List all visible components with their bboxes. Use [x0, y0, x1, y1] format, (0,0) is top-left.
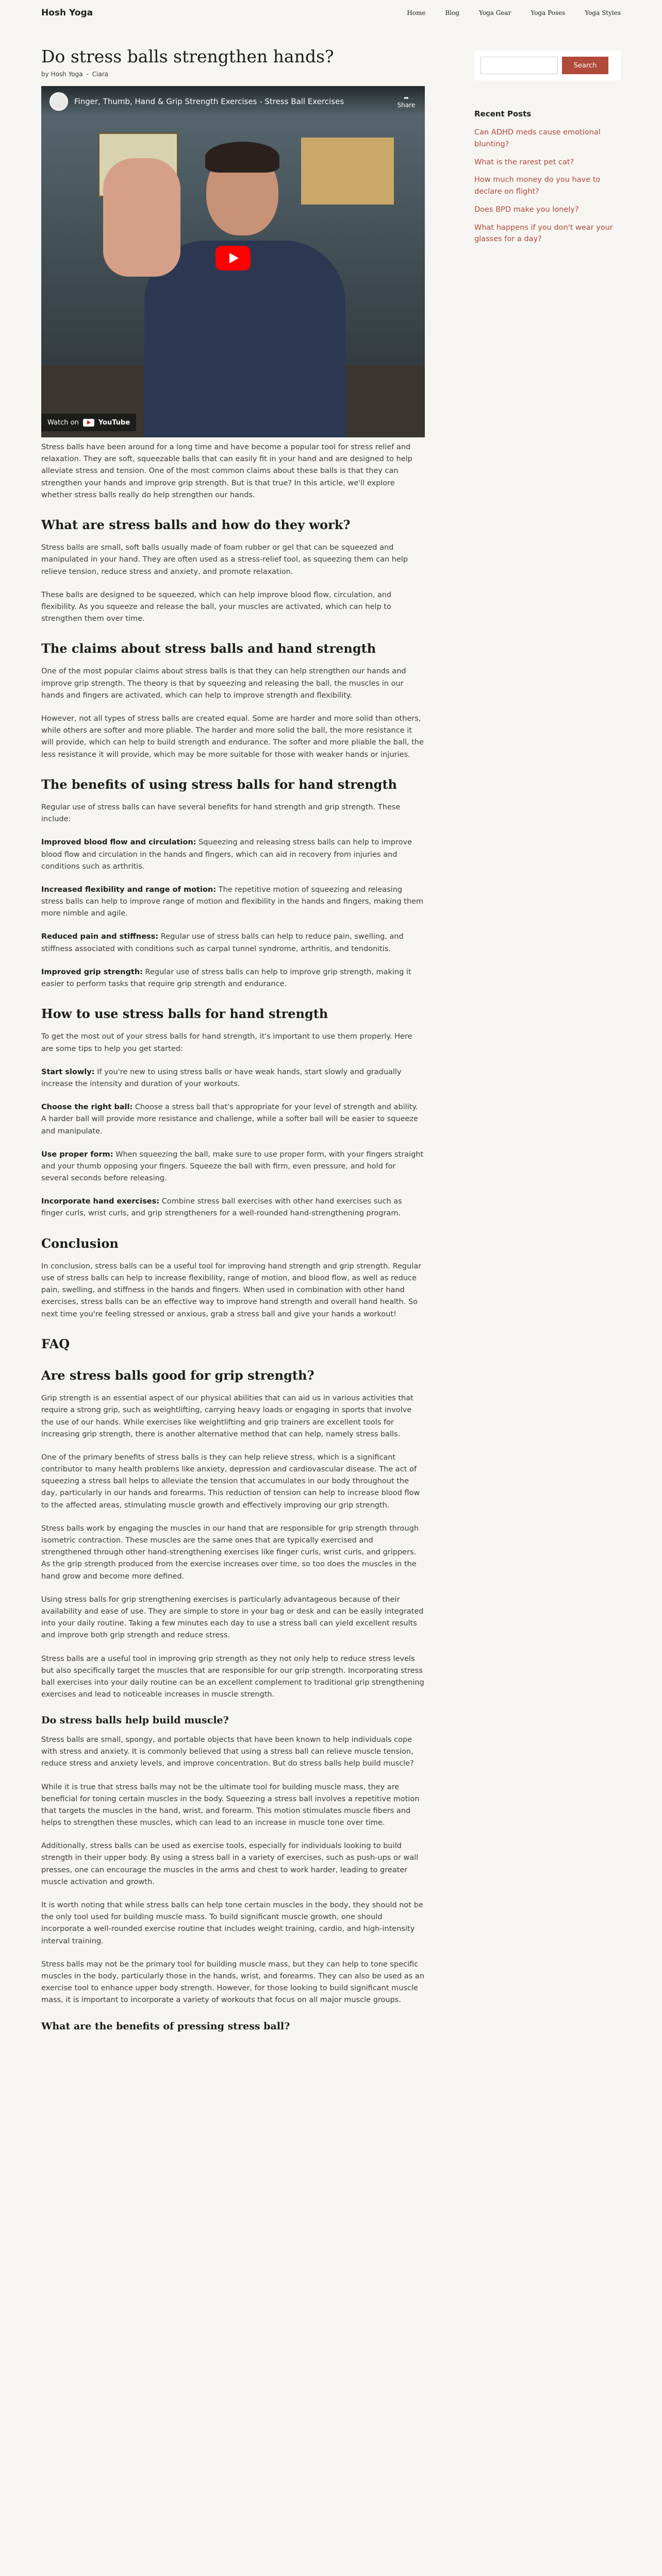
search-row — [481, 57, 615, 74]
tip-item — [41, 1101, 425, 1138]
faq-question: Do stress balls help build muscle? — [41, 1715, 229, 1726]
paragraph: Regular use of stress balls can have several benefits for hand strength and grip strength. These include: — [41, 803, 401, 824]
sidebar-spacer — [474, 80, 621, 109]
nav-yoga-gear[interactable]: Yoga Gear — [478, 9, 511, 16]
paragraph: While it is true that stress balls may not be the ultimate tool for building muscle mass, they are beneficial for toning certain muscles in the body. Squeezing a stress ball involves a repetitive motion that targets the muscles in the hand, wrist, and forearm. This motion stimulates muscle fibers and helps to strengthen these muscles, which can lead to an increase in muscle tone over time. — [41, 1783, 420, 1827]
paragraph: Stress balls are a useful tool in improving grip strength as they not only help to reduce stress levels but also specifically target the muscles that are responsible for our grip strength. Incorporating stress ball exercises into your daily routine can be an excellent complement to traditional grip strengthening exercises and lead to noticeable increases in muscle strength. — [41, 1654, 424, 1699]
paragraph: Grip strength is an essential aspect of our physical abilities that can aid us in various activities that require a strong grip, such as weightlifting, carrying heavy loads or engaging in sports that involve the use of our hands. While exercises like weightlifting and grip trainers are excellent tools for increasing grip strength, there is another alternative method that can help, namely stress balls. — [41, 1394, 413, 1438]
site-title[interactable]: Hosh Yoga — [41, 8, 93, 18]
benefit-text: The repetitive motion of squeezing and releasing stress balls can help to improve range of motion and flexibility in the hands and fingers, making them more nimble and agile. — [41, 885, 424, 918]
site-header — [0, 0, 662, 26]
video-header — [41, 86, 425, 117]
video-wall-map — [301, 138, 394, 205]
search-button[interactable]: Search — [562, 57, 608, 74]
recent-post-link[interactable]: How much money do you have to declare on flight? — [474, 176, 601, 196]
section-heading: How to use stress balls for hand strength — [41, 1006, 328, 1022]
paragraph: To get the most out of your stress balls for hand strength, it's important to use them properly. Here are some tips to help you get started: — [41, 1032, 412, 1053]
recent-post-item — [474, 127, 621, 150]
byline-prefix: by — [41, 71, 49, 78]
tip-item — [41, 1066, 425, 1090]
paragraph: Stress balls may not be the primary tool for building muscle mass, but they can help to tone specific muscles in the body, particularly those in the hands, wrist, and forearms. They can also be used as an exercise tool to enhance upper body strength. However, for those looking to build significant muscle mass, it is important to incorporate a variety of workouts that focus on all major muscle groups. — [41, 1960, 424, 2005]
share-icon: ➦ — [403, 94, 409, 101]
article — [41, 46, 425, 2040]
tip-label: Use proper form: — [41, 1150, 113, 1159]
paragraph: Stress balls work by engaging the muscles in our hand that are responsible for grip strength through isometric contraction. These muscles are the same ones that are typically exercised and strengthened through other hand-strengthening exercises like finger curls, wrist curls, and grippers. As the grip strength produced from the exercise increases over time, so too does the muscles in the hand grow and become more defined. — [41, 1524, 419, 1581]
section-heading: What are stress balls and how do they work? — [41, 517, 351, 532]
video-embed[interactable] — [41, 86, 425, 437]
tip-text: When squeezing the ball, make sure to use proper form, with your fingers straight and your thumb opposing your fingers. Squeeze the ball with firm, even pressure, and hold for several seconds before releasing. — [41, 1150, 424, 1183]
paragraph: Using stress balls for grip strengthening exercises is particularly advantageous because of their availability and ease of use. They are simple to store in your bag or desk and can be easily integrated into your daily routine. Taking a few minutes each day to use a stress ball can yield excellent results and improve both grip strength and reduce stress. — [41, 1595, 424, 1640]
author-link[interactable]: Hosh Yoga — [51, 71, 83, 78]
paragraph: These balls are designed to be squeezed, which can help improve blood flow, circulation, and flexibility. As you squeeze and release the ball, your muscles are activated, which can help to strengthen them over time. — [41, 590, 392, 623]
recent-post-link[interactable]: Does BPD make you lonely? — [474, 205, 579, 214]
byline-separator: - — [86, 71, 89, 78]
article-title: Do stress balls strengthen hands? — [41, 46, 334, 66]
recent-post-item — [474, 204, 621, 216]
tip-label: Choose the right ball: — [41, 1103, 133, 1112]
paragraph: It is worth noting that while stress balls can help tone certain muscles in the body, they should not be the only tool used for building muscle mass. To build significant muscle growth, one should incorporate a well-rounded exercise routine that includes weight training, cardio, and high-intensity interval training. — [41, 1901, 423, 1945]
faq-question: What are the benefits of pressing stress ball? — [41, 2020, 290, 2032]
sidebar — [474, 50, 621, 251]
paragraph: Stress balls are small, soft balls usually made of foam rubber or gel that can be squeezed and manipulated in your hand. They are often used as a stress-relief tool, as squeezing them can help relieve tension, reduce stress and anxiety, and promote relaxation. — [41, 544, 408, 576]
tip-label: Start slowly: — [41, 1067, 95, 1076]
tip-text: Combine stress ball exercises with other hand exercises such as finger curls, wrist curls, and grip strengtheners for a well-rounded hand-strengthening program. — [41, 1197, 402, 1218]
benefit-item — [41, 967, 425, 990]
watch-on-label: Watch on — [47, 418, 79, 427]
tip-text: If you're new to using stress balls or have weak hands, start slowly and gradually increase the intensity and duration of your workouts. — [41, 1067, 402, 1088]
nav-blog[interactable]: Blog — [445, 9, 459, 16]
benefit-text: Regular use of stress balls can help to reduce pain, swelling, and stiffness associated with conditions such as carpal tunnel syndrome, arthritis, and tendonitis. — [41, 933, 404, 953]
youtube-wordmark: YouTube — [98, 418, 130, 427]
benefit-label: Improved blood flow and circulation: — [41, 838, 196, 847]
search-widget — [474, 50, 621, 80]
share-button[interactable] — [396, 94, 417, 109]
tip-item — [41, 1149, 425, 1185]
benefit-label: Reduced pain and stiffness: — [41, 933, 159, 941]
tip-item — [41, 1196, 425, 1219]
byline — [41, 71, 425, 78]
section-heading: The benefits of using stress balls for hand strength — [41, 776, 397, 792]
paragraph: In conclusion, stress balls can be a useful tool for improving hand strength and grip strength. Regular use of stress balls can help to increase flexibility, range of motion, and blood flow, as well as reduce pain, swelling, and stiffness in the hands and fingers. When used in combination with other hand exercises, stress balls can be an effective way to improve hand strength and overall hand health. So next time you're feeling stressed or anxious, grab a stress ball and give your hands a workout! — [41, 1262, 422, 1318]
paragraph: However, not all types of stress balls are created equal. Some are harder and more solid than others, while others are softer and more pliable. The harder and more solid the ball, the more resistance it will provide, which can help to build strength and endurance. The softer and more pliable the ball, the less resistance it will provide, which may be more suitable for those with weaker hands or injuries. — [41, 715, 424, 759]
recent-post-link[interactable]: What happens if you don't wear your glasses for a day? — [474, 223, 613, 244]
tip-text: Choose a stress ball that's appropriate for your level of strength and ability. A harder ball will provide more resistance and challenge, while a softer ball will be easier to squeeze and manipulate. — [41, 1103, 418, 1136]
paragraph: Stress balls are small, spongy, and portable objects that have been known to help individuals cope with stress and anxiety. It is commonly believed that using a stress ball can relieve muscle tension, reduce stress and anxiety levels, and improve concentration. But do stress balls help build muscle? — [41, 1735, 414, 1768]
video-title[interactable]: Finger, Thumb, Hand & Grip Strength Exercises - Stress Ball Exercises — [74, 97, 344, 106]
video-person-hair — [205, 142, 279, 173]
recent-post-item — [474, 174, 621, 198]
share-label: Share — [397, 101, 416, 109]
faq-heading: FAQ — [41, 1336, 70, 1351]
recent-post-item — [474, 157, 621, 168]
recent-posts-title: Recent Posts — [474, 109, 532, 118]
benefit-item — [41, 931, 425, 955]
paragraph: Additionally, stress balls can be used as exercise tools, especially for individuals looking to build strength in their upper body. By using a stress ball in a variety of exercises, such as push-ups or wall presses, one can encourage the muscles in the arms and chest to work harder, leading to greater muscle activation and growth. — [41, 1842, 419, 1886]
recent-post-item — [474, 222, 621, 246]
recent-posts-list — [474, 127, 621, 245]
recent-post-link[interactable]: What is the rarest pet cat? — [474, 158, 574, 166]
benefit-label: Increased flexibility and range of motion: — [41, 885, 217, 894]
category-link[interactable]: Ciara — [92, 71, 108, 78]
watch-on-youtube[interactable] — [41, 414, 136, 431]
benefit-item — [41, 884, 425, 920]
nav-yoga-poses[interactable]: Yoga Poses — [531, 9, 566, 16]
intro-paragraph: Stress balls have been around for a long time and have become a popular tool for stress relief and relaxation. They are soft, squeezable balls that can easily fit in your hand and are designed to help alleviate stress and tension. One of the most common claims about these balls is that they can strengthen your hands and improve grip strength. But is that true? In this article, we'll explore whether stress balls really do help strengthen our hands. — [41, 443, 412, 499]
section-heading: The claims about stress balls and hand strength — [41, 641, 376, 656]
main-nav — [407, 9, 621, 16]
benefit-item — [41, 837, 425, 873]
paragraph: One of the primary benefits of stress balls is they can help relieve stress, which is a significant contributor to many health problems like anxiety, depression and cardiovascular disease. The act of squeezing a stress ball helps to alleviate the tension that accumulates in our body throughout the day, particularly in our hands and forearms. This reduction of tension can help to increase blood flow to the affected areas, stimulating muscle growth and effectively improving our grip strength. — [41, 1453, 420, 1510]
nav-yoga-styles[interactable]: Yoga Styles — [585, 9, 621, 16]
benefit-text: Regular use of stress balls can help to improve grip strength, making it easier to perform tasks that require grip strength and endurance. — [41, 968, 411, 988]
benefit-text: Squeezing and releasing stress balls can help to improve blood flow and circulation in the hands and fingers, which can aid in recovery from injuries and conditions such as arthritis. — [41, 838, 412, 871]
paragraph: One of the most popular claims about stress balls is that they can help strengthen our hands and improve grip strength. The theory is that by squeezing and releasing the ball, the muscles in our hands and fingers are activated, which can help to improve strength and flexibility. — [41, 667, 406, 700]
nav-home[interactable]: Home — [407, 9, 426, 16]
faq-question: Are stress balls good for grip strength? — [41, 1367, 315, 1383]
channel-avatar[interactable] — [49, 92, 68, 111]
play-button[interactable] — [216, 246, 251, 270]
benefit-label: Improved grip strength: — [41, 968, 143, 976]
search-input[interactable] — [481, 57, 558, 74]
section-heading: Conclusion — [41, 1235, 119, 1251]
youtube-icon — [83, 419, 94, 427]
recent-post-link[interactable]: Can ADHD meds cause emotional blunting? — [474, 128, 601, 148]
tip-label: Incorporate hand exercises: — [41, 1197, 160, 1206]
video-raised-hand — [103, 158, 180, 277]
